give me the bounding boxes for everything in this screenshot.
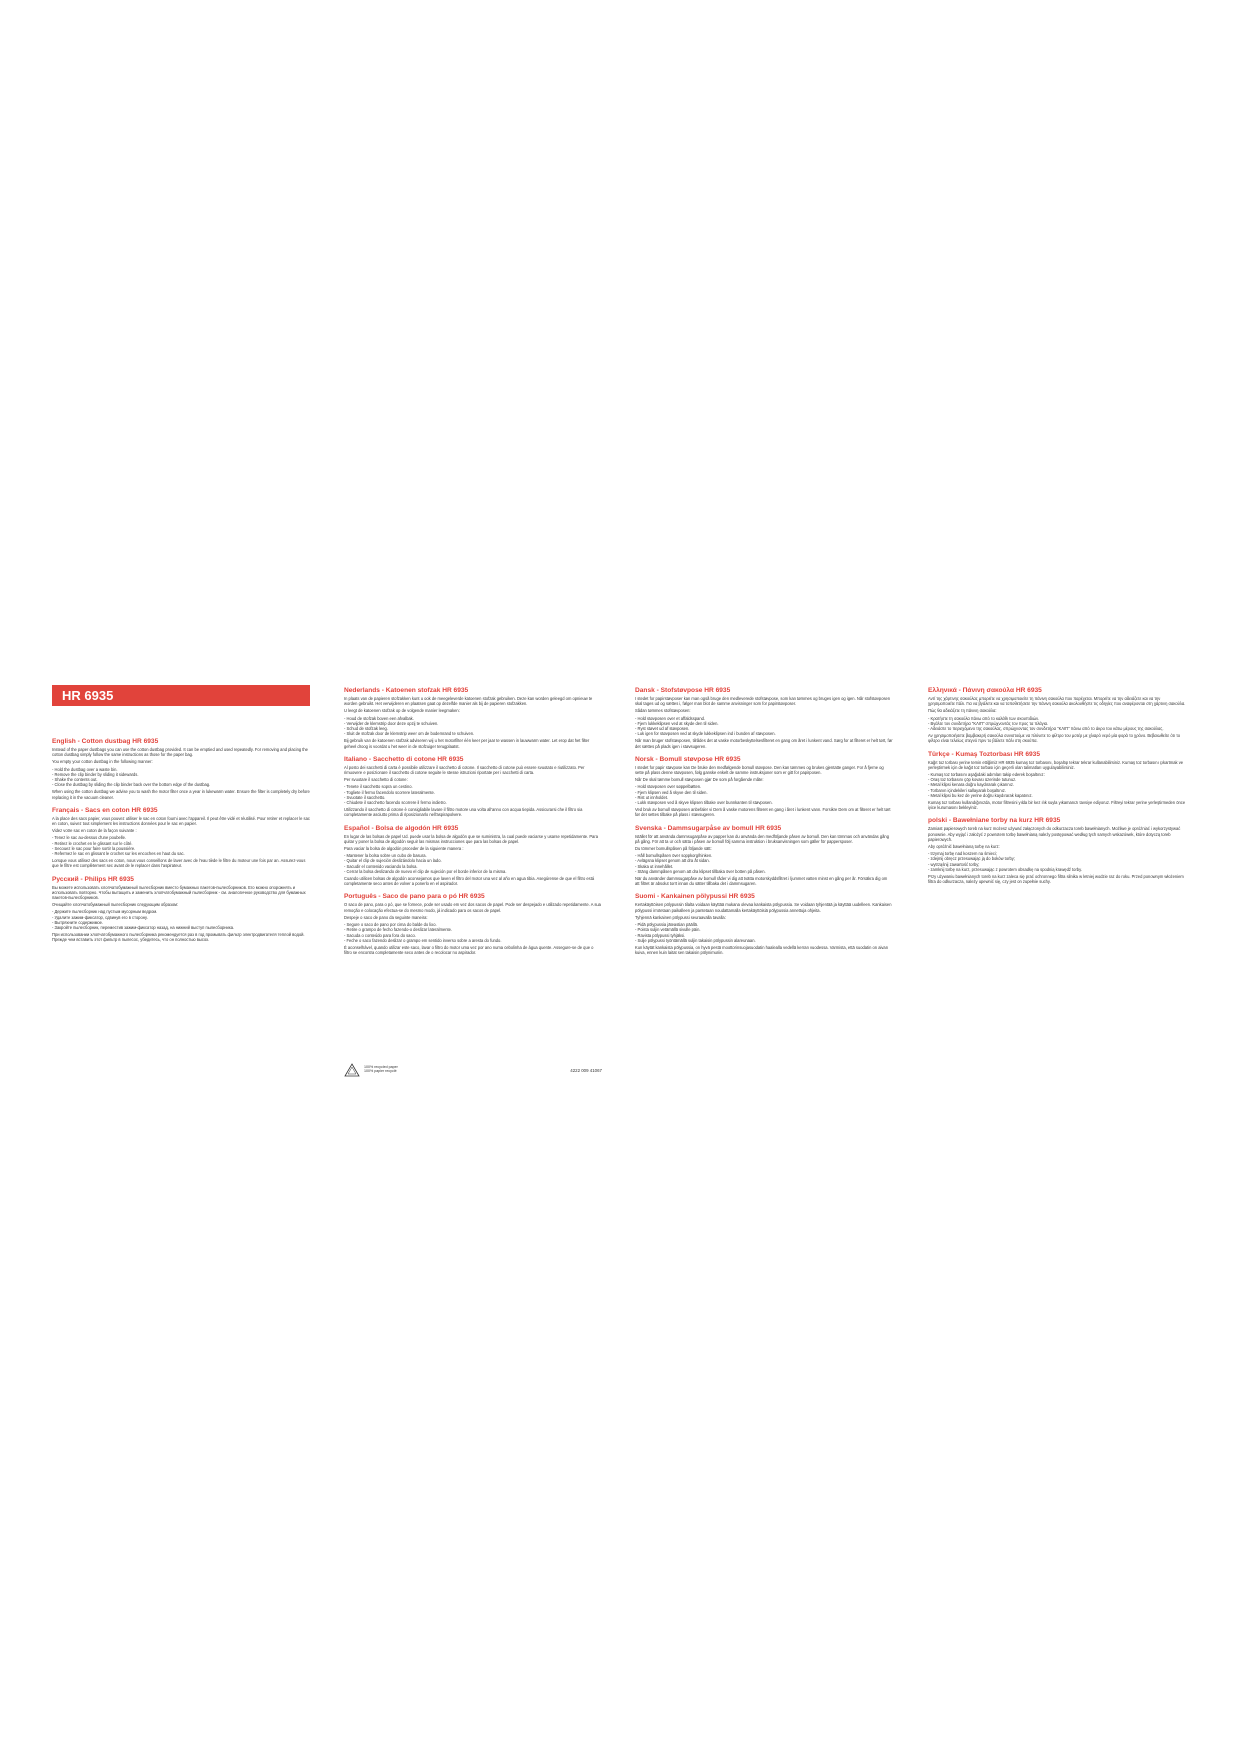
section-paragraph: Kumaş toz torbası kullandığınızda, motor filtresini yılda bir kez ılık suyla yıkamanızı tavsiye ediyoruz. Filtreyi tekrar yerine yerleştirmeden önce iyice kurumasını bekleyiniz. xyxy=(928,800,1186,811)
instruction-item: - Chiudete il sacchetto facendo scorrere il fermo indietro. xyxy=(344,800,447,806)
instruction-item: - Skaka ut innehållet. xyxy=(635,863,674,869)
instruction-item: - Tenez le sac au-dessus d'une poubelle. xyxy=(52,835,126,841)
instruction-item: - Fjern klipsen ved å skyve den til siden. xyxy=(635,789,708,795)
instruction-item: - Metal klipsi bu kez de yerine doğru kaydırarak kapatınız. xyxy=(928,792,1033,798)
instruction-item: - Retire o grampo de fecho fazendo-o deslizar lateralmente. xyxy=(344,927,453,933)
section-heading: Français - Sacs en coton HR 6935 xyxy=(52,806,158,814)
instruction-item: - Lukk støvposen ved å skyve klipsen tilbake over bunnkanten til støvposen. xyxy=(635,800,773,806)
section-paragraph: I stedet for papir støvpose kan De bruke den medfølgende bomull støvpose. Den kan tømmes og brukes gjentatte ganger. For å fjerne og sette på plass denne støvposen, følg ganske enkelt de samme instruksjoner som er gitt for papirposen. xyxy=(635,764,884,776)
instruction-item: - Sacuda o conteúdo para fora do saco. xyxy=(344,932,416,938)
section-paragraph: Lorsque vous utilisez des sacs en coton, nous vous conseillons de laver avec de l'eau tiède le filtre du moteur une fois par an. Assurez-vous que le filtre est complètement sec avant de le replacer dans l'aspirateur. xyxy=(52,858,306,869)
section-paragraph: Kun käytät kankaista pölypussia, on hyvä pestä moottorinsuojasuodatin haalealla vedellä kerran vuodessa. Varmista, että suodatin on aivan kuiva, ennen kuin laitat sen takaisin pölynimuriin. xyxy=(635,944,888,956)
instruction-item: - Metal klipsi kenara doğru kaydırarak çıkarınız. xyxy=(928,782,1015,788)
instruction-item: - Pidä pölypussia jäteastian päällä. xyxy=(635,922,699,928)
instruction-item: - Remove the clip binder by sliding it sidewards. xyxy=(52,771,139,777)
footer xyxy=(344,1063,602,1079)
section-paragraph: Tyhjennä kankainen pölypussi seuraavalla tavalla: xyxy=(635,914,726,920)
instruction-item: - Вытряхните содержимое. xyxy=(52,919,104,925)
column-1 xyxy=(52,738,310,950)
section-paragraph: Αντί της χάρτινης σακούλας μπορείτε να χρησιμοποιείτε τη πάνινη σακούλα που παρέχεται. Μπορείτε να την αδειάζετε και να την χρησιμοποιείτε πάλι. Για να βγάλετε και να τοποθετήσετε την πάνινη σακούλα ακολουθήστε τις οδηγίες που αναφέρονται στη χάρτινη σακούλα. xyxy=(928,696,1186,707)
instruction-item: - Hold støvposen over et affaldsspand. xyxy=(635,715,706,721)
section-turkce xyxy=(928,751,1186,811)
instruction-item: - Håll bomullspåsen över soppkorg/hinken. xyxy=(635,853,713,859)
instruction-item: - Ravista pölypussi tyhjäksi. xyxy=(635,932,686,938)
instruction-item: - Houd de stofzak boven een afvalbak. xyxy=(344,715,414,721)
instruction-list xyxy=(52,909,310,930)
section-paragraph: Cuando utilicen bolsas de algodón aconsejamos que laven el filtro del motor una vez al año en agua tibia. Asegúrense de que el filtro está completamente seco antes de volver a ponerlo en el aspirador. xyxy=(344,876,595,887)
section-heading: Español - Bolsa de algodón HR 6935 xyxy=(344,824,459,832)
instruction-list xyxy=(344,922,602,943)
instruction-item: - Κρατήστε τη σακούλα πάνω από το καλάθι των σκουπιδιών. xyxy=(928,715,1040,721)
section-paragraph: Очищайте хлопчатобумажный пылесборник следующим образом: xyxy=(52,902,179,908)
instruction-item: - Sulje pölypussi työntämällä suljin takaisin pölypussin alareunaan. xyxy=(635,937,756,943)
section-paragraph: Przy używaniu bawełnianych toreb na kurz zaleca się prać ochronnego filtra silnika w letniej wodzie raz do roku. Przed ponownym włożeniem filtra do odkurzacza, należy upewnić się, czy jest on zupełnie suchy. xyxy=(928,874,1184,885)
section-italiano xyxy=(344,756,602,818)
section-paragraph: При использовании хлопчатобумажного пылесборника рекомендуется раз в год промывать фильтр электродвигателя теплой водой. Прежде чем вставить этот фильтр в пылесос, убедитесь, что он полностью высох. xyxy=(52,932,305,943)
section-espanol xyxy=(344,825,602,887)
section-heading: Nederlands - Katoenen stofzak HR 6935 xyxy=(344,687,469,694)
section-heading: Dansk - Stofstøvpose HR 6935 xyxy=(635,687,731,694)
section-paragraph: När du använder dammsugarpåse av bomull råder vi dig att tvätta motorskyddsfiltret i ljummet vatten minst en gång per år. Försäkra dig om att filtret är absolut torrt innan du sätter tillbaka det i dammsugaren. xyxy=(635,876,888,887)
section-paragraph: Para vaciar la bolsa de algodón proceder de la siguiente manera : xyxy=(344,846,464,852)
instruction-item: - Verwijder de klemstrip door deze opzij te schuiven. xyxy=(344,720,439,726)
instruction-list xyxy=(635,784,893,805)
instruction-list xyxy=(52,767,310,788)
section-paragraph: Kertakäyttöisen pölypussin tilalta voidaan käyttää mukana olevaa kankaista pölypussia. Se voidaan tyhjentää ja käyttää uudelleen. Kankaisen pölypussi irrotetaan paikalleen ja pantetaan noudattamalla kertakäyttöisiä pölypussia annettuja ohjeita. xyxy=(635,902,892,913)
instruction-item: - Αδειάστε το περιεχόμενο της σακούλας, σπρώχνοντας τον συνδετήρα "ΚΛΙΠ" πάνω από το άκρο του κάτω μέρους της σακούλας. xyxy=(928,726,1164,732)
instruction-item: - Mantener la bolsa sobre un cubo de basura. xyxy=(344,853,427,859)
section-nederlands xyxy=(344,687,602,749)
section-heading: Ελληνικά - Πάνινη σακούλα HR 6935 xyxy=(928,687,1042,694)
column-2 xyxy=(344,687,602,962)
instruction-list xyxy=(928,716,1186,732)
instruction-item: - Poista suljin vetämällä sivulle päin. xyxy=(635,927,701,933)
instruction-item: - Sluit de stofzak door de klemstrip weer om de bodemrand te schuiven. xyxy=(344,731,475,737)
section-paragraph: Istället för att använda dammsugarpåse av papper kan du använda den medföljande påsen av bomull. Den kan tömmas och användas gång på gång. För att ta ur och sätta i påsen av bomull följ samma instruktion i bruksanvisningen som gäller för pappersposer. xyxy=(635,833,889,844)
instruction-item: - Quitar el clip de sujeción deslizándolo hacia un lado. xyxy=(344,858,442,864)
section-paragraph: Når De skal tømme bomull støvposen gjør De som på forgående måte: xyxy=(635,777,764,783)
recycle-label xyxy=(364,1065,424,1074)
instruction-item: - Sacudir el contenido vaciando la bolsa. xyxy=(344,863,418,869)
instruction-list xyxy=(344,784,602,805)
section-francais xyxy=(52,807,310,869)
section-paragraph: U leegt de katoenen stofzak op de volgende manier leegmaken: xyxy=(344,708,460,714)
section-paragraph: Utilizzando il sacchetto di cotone è consigliabile lavare il filtro motore una volta all'anno con acqua tiepida. Assicurarsi che il filtro sia completamente asciutto prima di riposizionarlo nell'aspirapolvere. xyxy=(344,807,583,818)
section-paragraph: Zamiast papierowych toreb na kurz możesz używać załączonych do odkurzacza toreb bawełnianych. Możliwe je opróżniać i wykorzystywać ponownie. Aby wyjąć i założyć z powrotem torbę bawełnianą należy postępować według tych samych wskazówek, które dotyczą toreb papierowych. xyxy=(928,826,1181,842)
instruction-list xyxy=(635,716,893,737)
section-paragraph: Kağıt toz torbası yerine temin ettiğimiz HR 6935 kumaş toz torbasını, boşaltıp tekrar tekrar kullanabilirsiniz. Kumaş toz torbasını çıkartmak ve yerleştirmek için de kağıt toz torbası için geçerli olan talimatları uygulayabilirsiniz. xyxy=(928,759,1184,770)
part-number: 4222 009 41067 xyxy=(570,1068,602,1073)
section-dansk xyxy=(635,687,893,749)
recycle-icon xyxy=(344,1063,360,1077)
section-polski xyxy=(928,817,1186,884)
instruction-item: - Удалите зажим-фиксатор, сдвинув его в сторону. xyxy=(52,914,148,920)
instruction-item: - wytrząśnij zawartość torby; xyxy=(928,861,980,867)
instruction-item: - Luk igen for støvposen ved at skyde lukkeklipsen ind i bunden af støvposen. xyxy=(635,731,776,737)
section-paragraph: Πώς θα αδειάζετε τη πάνινη σακούλα: xyxy=(928,708,997,714)
instruction-item: - Schud de stofzak leeg. xyxy=(344,726,388,732)
instruction-item: - Stäng dammpåsen genom att dra klipset tillbaka över botten på påsen. xyxy=(635,868,766,874)
instruction-item: - Togliete il fermo facendolo scorrere lateralmente. xyxy=(344,789,435,795)
section-heading: Svenska - Dammsugarpåse av bomull HR 6935 xyxy=(635,824,782,832)
instruction-item: - Rist ut innholdet. xyxy=(635,794,668,800)
section-paragraph: In plaats van de papieren stofzakken kunt u ook de meegeleverde katoenen stofzak gebruiken. Deze kan worden geleegd om opnieuw te worden gebruikt. Het verwijderen en plaatsen gaat op dezelfde manier als bij de papieren stofzakken. xyxy=(344,696,593,707)
section-suomi xyxy=(635,893,893,955)
section-paragraph: É aconselhável, quando utilizar este saco, lavar o filtro do motor uma vez por ano numa cebolinha de água quente. Assegure-se de que o filtro se encontra completamente seco antes de o recolocar no aspirador. xyxy=(344,944,594,956)
section-paragraph: Du tömmer bomullspåsen på följande sätt: xyxy=(635,846,712,852)
section-paragraph: Despeje o saco de pano da seguinte maneira: xyxy=(344,914,428,920)
instruction-item: - Refermez le sac en glissant le crochet sur les encoches en haut du sac. xyxy=(52,851,185,857)
column-4 xyxy=(928,687,1186,891)
section-heading: Português - Saco de pano para o pó HR 6935 xyxy=(344,893,485,901)
section-paragraph: Вы можете использовать хлопчатобумажный пылесборник вместо бумажных пакетов-пылесборников. Его можно опорожнять и использовать повторно. Чтобы вытащить и заменить хлопчатобумажный пылесборник - см. аналогичное руководство для бумажных пакетов-пылесборников. xyxy=(52,884,306,901)
instruction-item: - Cerrar la bolsa deslizando de nuevo el clip de sujeción por el borde inferior de la misma. xyxy=(344,868,507,874)
section-paragraph: Bij gebruik van de katoenen stofzak adviseren wij u het motorfilter één keer per jaar te wassen in lauwwarm water. Let erop dat het filter geheel droog is voordat u het weer in de stofzuiger terugplaatst. xyxy=(344,738,590,749)
instruction-list xyxy=(52,835,310,856)
instruction-list xyxy=(344,853,602,874)
instruction-item: - Torbanın içindekileri sallayarak boşaltınız. xyxy=(928,787,1006,793)
instruction-item: - Secouez le sac pour faire sortir la poussière. xyxy=(52,845,136,851)
instruction-item: - trzymaj torbę nad koszem na śmieci; xyxy=(928,851,997,857)
section-russian xyxy=(52,876,310,943)
instruction-item: - Avlägsna klipset genom att dra åt sidan. xyxy=(635,858,710,864)
section-paragraph: Instead of the paper dustbags you can use the cotton dustbag provided. It can be emptied and used repeatedly. For removing and placing the cotton dustbag simply follow the same instructions as those for the paper bag. xyxy=(52,747,308,758)
section-paragraph: You empty your cotton dustbag in the following manner: xyxy=(52,759,153,765)
section-paragraph: When using the cotton dustbag we advise you to wash the motor filter once a year in lukewarm water. Ensure the filter is completely dry before replacing it in the vacuum cleaner. xyxy=(52,789,310,800)
section-paragraph: Når man bruger stofstøvposen, tilrådes det at vaske motorbeskyttelsesfilteret en gang om året i lunkent vand. Sørg for at filteret er helt tørt, før det sættes på plads igen i støvsugeren. xyxy=(635,738,893,749)
section-paragraph: I stedet for papirstøvposer kan man også bruge den medleverede stofstøvpose, som kan tømmes og bruges igen og igen. Når stofstøvposen skal tages ud og sættes i, følger man blot de samme anvisninger som for papirstøvposer. xyxy=(635,696,891,707)
section-heading: Norsk - Bomull støvpose HR 6935 xyxy=(635,755,741,763)
instruction-item: - Ryst støvet ud af støvposen. xyxy=(635,726,690,732)
section-heading: English - Cotton dustbag HR 6935 xyxy=(52,738,159,745)
section-paragraph: Aby opróżnić bawełnianą torbę na kurz: xyxy=(928,844,1000,850)
instruction-list xyxy=(635,853,893,874)
instruction-item: - Svuotate il sacchetto. xyxy=(344,794,386,800)
section-paragraph: O saco de pano, para o pó, que se fornece, pode ser usado em vez dos sacos de papel. Pode ser despejado e utilizado repetidamente. A sua remoção e colocação efectua-se do mesmo modo, já indicado para os sacos de papel. xyxy=(344,902,601,913)
instruction-item: - Βγάλτε τον συνδετήρα "ΚΛΙΠ" σπρώχνοντάς τον προς τα πλάγια. xyxy=(928,720,1049,726)
section-paragraph: Videz votre sac en coton de la façon suivante : xyxy=(52,828,137,834)
instruction-item: - zdejmij obręcz przesuwając ją do boków torby; xyxy=(928,856,1015,862)
instruction-item: - Закройте пылесборник, переместив зажим-фиксатор назад, на нижний выступ пылесборника. xyxy=(52,925,235,931)
section-english xyxy=(52,738,310,800)
product-title: HR 6935 xyxy=(52,685,310,706)
instruction-item: - Shake the contents out. xyxy=(52,777,98,783)
instruction-item: - zamknij torbę na kurz, przesuwając z powrotem obsadkę na spodnią krawędź torby. xyxy=(928,866,1082,872)
section-greek xyxy=(928,687,1186,744)
section-portugues xyxy=(344,893,602,955)
section-paragraph: Per svuotare il sacchetto di cotone: xyxy=(344,777,408,783)
instruction-item: - Close the dustbag by sliding the clip binder back over the bottom edge of the dustbag. xyxy=(52,782,211,788)
instruction-item: - Kumaş toz torbasını aşağıdaki adımları takip ederek boşaltınız: xyxy=(928,772,1045,778)
section-paragraph: Al posto dei sacchetti di carta è possibile utilizzare il sacchetto di cotone. Il sacchetto di cotone può essere svuotato e riutilizzato. Per rimuovere e posizionare il sacchetto di cotone seguite le stesse istruzioni riportate per i sacchetti di carta. xyxy=(344,764,585,776)
section-svenska xyxy=(635,825,893,887)
recycle-text-line: 100% recycled paper xyxy=(364,1065,398,1069)
section-heading: Suomi - Kankainen pölypussi HR 6935 xyxy=(635,893,755,901)
instruction-item: - Feche o saco fazendo deslizar o grampo em sentido inverso sobre a aresta do fundo. xyxy=(344,937,502,943)
section-paragraph: Sådan tømmes stofstøvposen: xyxy=(635,708,691,714)
section-heading: Türkçe - Kumaş Toztorbası HR 6935 xyxy=(928,750,1041,758)
instruction-list xyxy=(635,922,893,943)
section-paragraph: A la place des sacs papier, vous pouvez utiliser le sac en coton fourni avec l'appareil. Il peut être vidé et réutilisé. Pour retirer et replacer le sac en coton, suivez tout simplement les instructions données pour le sac en papier. xyxy=(52,815,310,827)
instruction-item: - Hold støvposen over søppelbøtten. xyxy=(635,784,702,790)
instruction-list xyxy=(928,851,1186,872)
recycle-text-line: 100% papier recyclé xyxy=(364,1069,397,1074)
column-3 xyxy=(635,687,893,962)
section-norsk xyxy=(635,756,893,818)
instruction-item: - Retirez le crochet en le glissant sur le côté. xyxy=(52,840,133,846)
instruction-item: - Держите пылесборник над пустым мусорным ведром. xyxy=(52,909,158,915)
section-heading: polski - Bawełniane torby na kurz HR 6935 xyxy=(928,817,1061,825)
instruction-item: - Segure o saco de pano por cima do balde do lixo. xyxy=(344,922,437,928)
section-paragraph: Αν χρησιμοποιήσετε βαμβακερή σακούλα συνιστούμε να πλύνετε το φίλτρο του μοτέρ με χλιαρό νερό μία φορά το χρόνο. Βεβαιωθείτε ότι το φίλτρο είναι τελείως στεγνό πριν το βάλετε πάλι στη σκούπα. xyxy=(928,733,1181,744)
instruction-item: - Tenete il sacchetto sopra un cestino. xyxy=(344,784,413,790)
instruction-item: - Oraş toz torbasını çöp kovası üzerinde tutunuz. xyxy=(928,777,1017,783)
instruction-item: - Hold the dustbag over a waste bin. xyxy=(52,766,118,772)
section-heading: Italiano - Sacchetto di cotone HR 6935 xyxy=(344,755,464,763)
section-heading: Русский - Philips HR 6935 xyxy=(52,875,134,883)
instruction-item: - Fjern lukkeklipsen ved at skyde den til siden. xyxy=(635,720,719,726)
section-paragraph: Ved bruk av bomull støvposen anbefaler vi Dem å vaske motorens filteret en gang i året i lunkent vann. Forsikre Dem om at filteret er helt tørt før det settes tilbake på plass i støvsugeren. xyxy=(635,807,891,818)
instruction-list xyxy=(928,772,1186,798)
section-paragraph: En lugar de las bolsas de papel Ud. puede usar la bolsa de algodón que se suministra, la cual puede vaciarse y usarse repetidamente. Para quitar y poner la bolsa de algodón seguir las mismas instrucciones que para las bolsas de papel. xyxy=(344,833,598,844)
instruction-list xyxy=(344,716,602,737)
